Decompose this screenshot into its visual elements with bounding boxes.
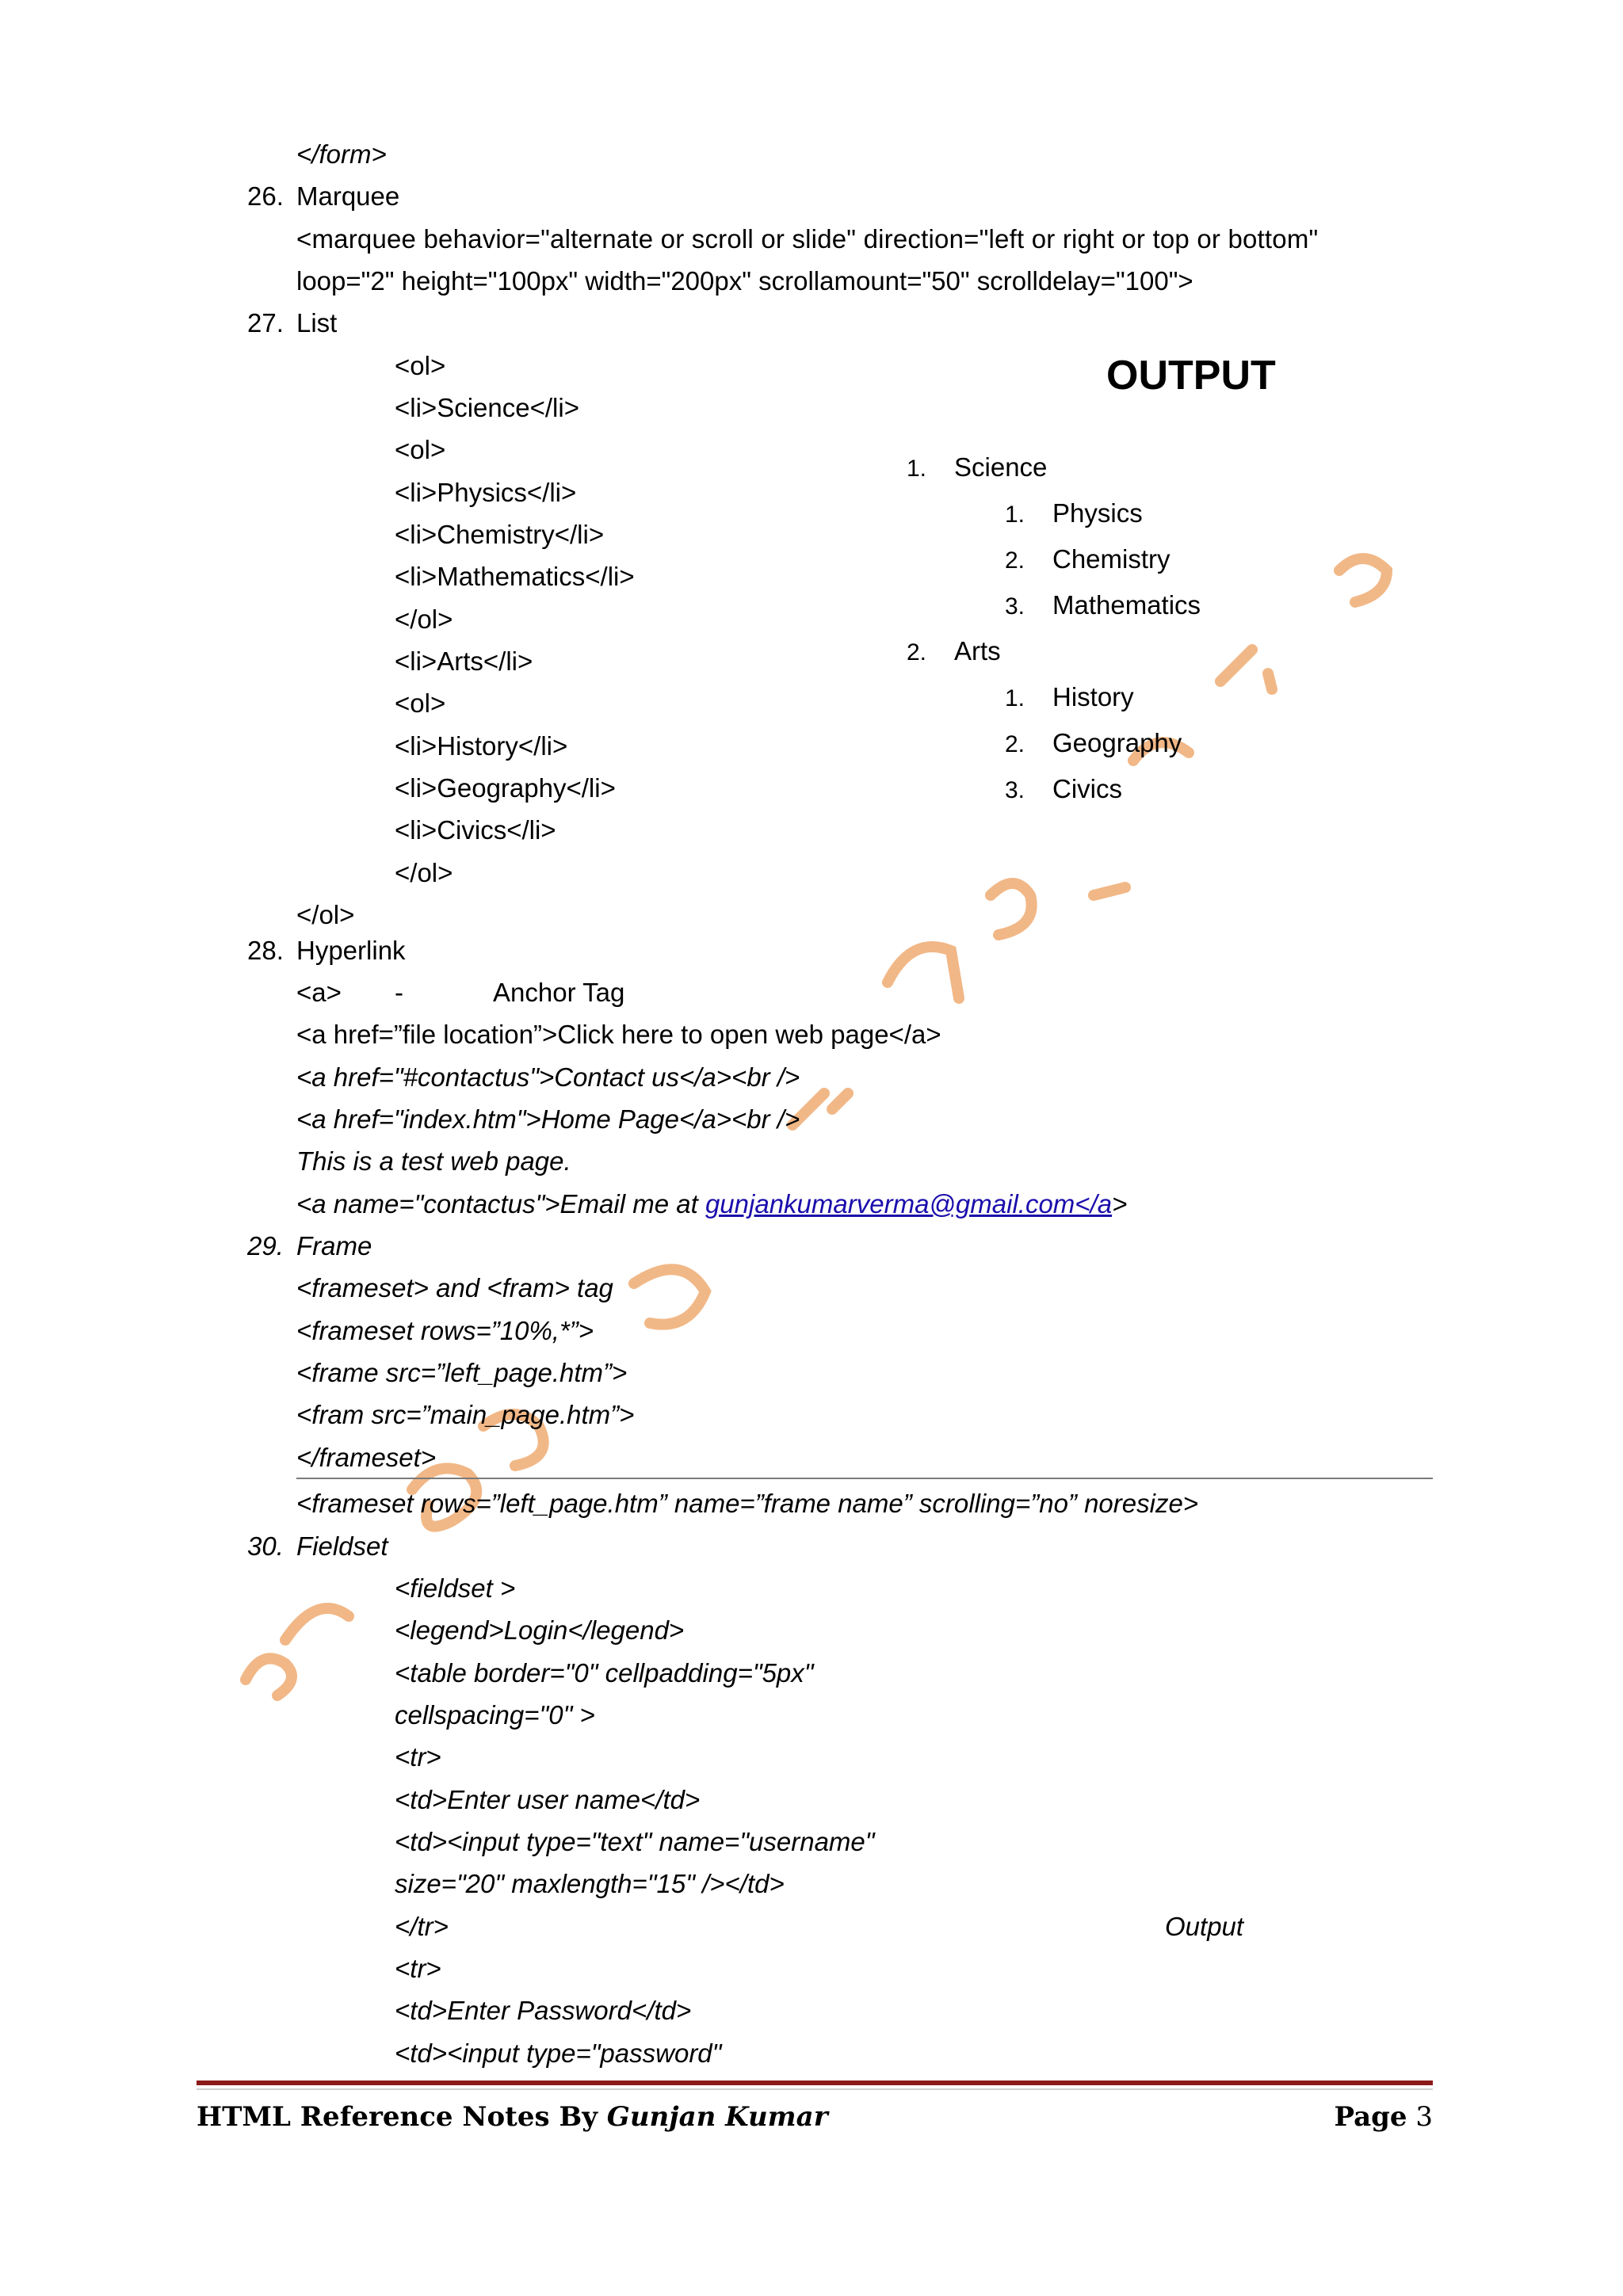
output-list-item: [1005, 681, 1134, 715]
output-list-text: Mathematics: [1052, 590, 1201, 620]
frame-code-line: <frameset> and <fram> tag: [296, 1273, 613, 1302]
fieldset-code-line: size="20" maxlength="15" /></td>: [395, 1869, 785, 1898]
list-code-line: <li>Civics</li>: [395, 815, 556, 845]
href-example-5-suffix: >: [1112, 1189, 1128, 1219]
frame-code-line: <frameset rows=”left_page.htm” name=”frame name” scrolling=”no” noresize>: [296, 1489, 1199, 1518]
footer-title: [197, 2100, 828, 2134]
frame-code-line: </frameset>: [296, 1443, 437, 1472]
item-27-heading: List: [296, 308, 338, 338]
list-code-line: <li>Chemistry</li>: [395, 520, 605, 549]
page-number: [1334, 2100, 1433, 2134]
output-list-number: 3.: [1005, 777, 1025, 803]
fieldset-code-line: <td>Enter Password</td>: [395, 1996, 692, 2025]
page-label: Page: [1334, 2101, 1407, 2133]
fieldset-code-line: <tr>: [395, 1742, 441, 1772]
list-code-line: <ol>: [395, 435, 446, 464]
output-list-number: 1.: [1005, 685, 1025, 711]
output-label: Output: [1165, 1912, 1244, 1941]
item-26-number: 26.: [247, 181, 284, 211]
item-28-heading: Hyperlink: [296, 936, 406, 965]
href-example-5: [296, 1188, 1127, 1220]
list-code-line: <li>Geography</li>: [395, 773, 616, 803]
fieldset-code-line: <table border="0" cellpadding="5px": [395, 1658, 814, 1688]
output-list-text: Civics: [1052, 774, 1122, 803]
fieldset-code-line: <td><input type="password": [395, 2039, 722, 2068]
item-29-heading: Frame: [296, 1231, 372, 1261]
form-close-line: </form>: [296, 139, 387, 169]
list-code-line: <li>Science</li>: [395, 393, 579, 422]
footer-author: Gunjan Kumar: [606, 2101, 828, 2133]
footer-rule: [197, 2081, 1433, 2085]
output-list-number: 3.: [1005, 593, 1025, 620]
output-list-text: Science: [954, 452, 1048, 482]
list-code-line: <ol>: [395, 688, 446, 718]
output-list-text: Arts: [954, 636, 1001, 666]
list-code-line: <ol>: [395, 351, 446, 380]
output-title: OUTPUT: [1106, 353, 1276, 399]
item-30-number: 30.: [247, 1531, 284, 1561]
footer-title-prefix: HTML Reference Notes By: [197, 2101, 607, 2133]
output-list-number: 1.: [1005, 502, 1025, 528]
href-example-2: <a href="#contactus">Contact us</a><br />: [296, 1062, 800, 1092]
output-list-item: [907, 452, 1047, 485]
anchor-tag-description: Anchor Tag: [493, 978, 625, 1007]
href-example-1: <a href=”file location”>Click here to open web page</a>: [296, 1020, 941, 1049]
href-example-5-prefix: <a name="contactus">Email me at: [296, 1189, 705, 1219]
output-list-text: Geography: [1052, 728, 1182, 757]
list-code-line: <li>Physics</li>: [395, 478, 577, 507]
output-list-number: 1.: [907, 456, 927, 482]
fieldset-code-line: <fieldset >: [395, 1573, 516, 1603]
fieldset-code-line: </tr>: [395, 1912, 449, 1941]
frame-code-line: <frameset rows=”10%,*”>: [296, 1316, 594, 1345]
output-list-item: [1005, 498, 1143, 531]
marquee-code-line-1: <marquee behavior="alternate or scroll or slide" direction="left or right or top or bottom": [296, 224, 1319, 254]
frame-code-line: <frame src=”left_page.htm”>: [296, 1358, 628, 1387]
href-example-4: This is a test web page.: [296, 1146, 571, 1176]
list-code-line: <li>History</li>: [395, 731, 568, 761]
footer-rule-shadow: [197, 2088, 1433, 2090]
output-list-text: Physics: [1052, 498, 1143, 528]
output-list-item: [1005, 543, 1170, 577]
list-code-line: <li>Arts</li>: [395, 646, 533, 676]
anchor-tag-code: <a>: [296, 978, 342, 1007]
page-number-value: 3: [1415, 2101, 1433, 2133]
item-26-heading: Marquee: [296, 181, 400, 211]
item-27-number: 27.: [247, 308, 284, 338]
fieldset-code-line: <td>Enter user name</td>: [395, 1785, 701, 1814]
output-list-text: History: [1052, 682, 1134, 711]
fieldset-code-line: <td><input type="text" name="username": [395, 1827, 875, 1856]
list-code-line: </ol>: [395, 858, 453, 887]
item-28-number: 28.: [247, 936, 284, 965]
fieldset-code-line: <tr>: [395, 1954, 441, 1983]
output-list-item: [1005, 773, 1122, 807]
output-list-text: Chemistry: [1052, 544, 1170, 574]
output-list-number: 2.: [1005, 547, 1025, 574]
marquee-code-line-2: loop="2" height="100px" width="200px" scrollamount="50" scrolldelay="100">: [296, 266, 1193, 296]
fieldset-code-line: <legend>Login</legend>: [395, 1615, 685, 1645]
item-29-number: 29.: [247, 1231, 284, 1261]
output-list-item: [1005, 589, 1201, 623]
output-list-number: 2.: [907, 639, 927, 666]
fieldset-code-line: cellspacing="0" >: [395, 1700, 595, 1730]
email-link[interactable]: gunjankumarverma@gmail.com</a: [705, 1189, 1113, 1219]
item-30-heading: Fieldset: [296, 1531, 388, 1561]
output-list-item: [907, 635, 1001, 669]
anchor-tag-dash: -: [395, 978, 403, 1007]
divider: [296, 1478, 1433, 1479]
list-code-ol-close: </ol>: [296, 900, 355, 929]
output-list-item: [1005, 727, 1182, 761]
frame-code-line: <fram src=”main_page.htm”>: [296, 1400, 635, 1429]
output-list-number: 2.: [1005, 731, 1025, 757]
list-code-line: <li>Mathematics</li>: [395, 562, 635, 591]
list-code-line: </ol>: [395, 605, 453, 634]
href-example-3: <a href="index.htm">Home Page</a><br />: [296, 1104, 800, 1134]
